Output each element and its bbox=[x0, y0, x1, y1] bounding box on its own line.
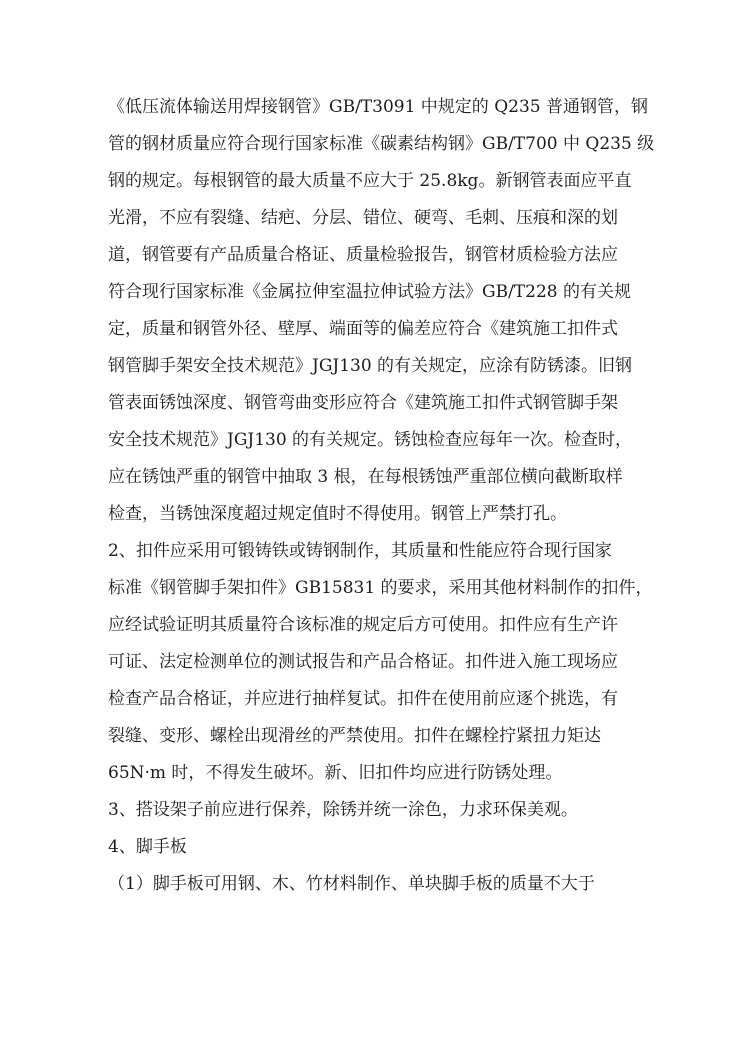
text-line: 检查，当锈蚀深度超过规定值时不得使用。钢管上严禁打孔。 bbox=[108, 504, 567, 524]
text-line: 《低压流体输送用焊接钢管》GB/T3091 中规定的 Q235 普通钢管，钢 bbox=[108, 97, 648, 117]
text-line: 管表面锈蚀深度、钢管弯曲变形应符合《建筑施工扣件式钢管脚手架 bbox=[108, 393, 618, 413]
text-line: 检查产品合格证，并应进行抽样复试。扣件在使用前应逐个挑选，有 bbox=[108, 689, 618, 709]
text-line: 裂缝、变形、螺栓出现滑丝的严禁使用。扣件在螺栓拧紧扭力矩达 bbox=[108, 726, 601, 746]
text-line: 4、脚手板 bbox=[108, 837, 187, 857]
text-line: 定，质量和钢管外径、壁厚、端面等的偏差应符合《建筑施工扣件式 bbox=[108, 319, 618, 339]
text-line: 标准《钢管脚手架扣件》GB15831 的要求，采用其他材料制作的扣件， bbox=[108, 578, 653, 598]
text-line: 3、搭设架子前应进行保养，除锈并统一涂色，力求环保美观。 bbox=[108, 800, 578, 820]
text-line: 应在锈蚀严重的钢管中抽取 3 根，在每根锈蚀严重部位横向截断取样 bbox=[108, 467, 623, 487]
text-line: （1）脚手板可用钢、木、竹材料制作、单块脚手板的质量不大于 bbox=[108, 874, 595, 894]
text-line: 安全技术规范》JGJ130 的有关规定。锈蚀检查应每年一次。检查时， bbox=[108, 430, 633, 450]
text-line: 钢的规定。每根钢管的最大质量不应大于 25.8kg。新钢管表面应平直 bbox=[108, 171, 632, 191]
text-line: 可证、法定检测单位的测试报告和产品合格证。扣件进入施工现场应 bbox=[108, 652, 618, 672]
text-line: 65N·m 时，不得发生破坏。新、旧扣件均应进行防锈处理。 bbox=[108, 763, 563, 783]
text-line: 符合现行国家标准《金属拉伸室温拉伸试验方法》GB/T228 的有关规 bbox=[108, 282, 631, 302]
text-line: 2、扣件应采用可锻铸铁或铸钢制作，其质量和性能应符合现行国家 bbox=[108, 541, 612, 561]
text-line: 光滑，不应有裂缝、结疤、分层、错位、硬弯、毛刺、压痕和深的划 bbox=[108, 208, 618, 228]
text-line: 管的钢材质量应符合现行国家标准《碳素结构钢》GB/T700 中 Q235 级 bbox=[108, 134, 655, 154]
text-line: 道，钢管要有产品质量合格证、质量检验报告，钢管材质检验方法应 bbox=[108, 245, 618, 265]
text-line: 应经试验证明其质量符合该标准的规定后方可使用。扣件应有生产许 bbox=[108, 615, 618, 635]
text-line: 钢管脚手架安全技术规范》JGJ130 的有关规定，应涂有防锈漆。旧钢 bbox=[108, 356, 633, 376]
